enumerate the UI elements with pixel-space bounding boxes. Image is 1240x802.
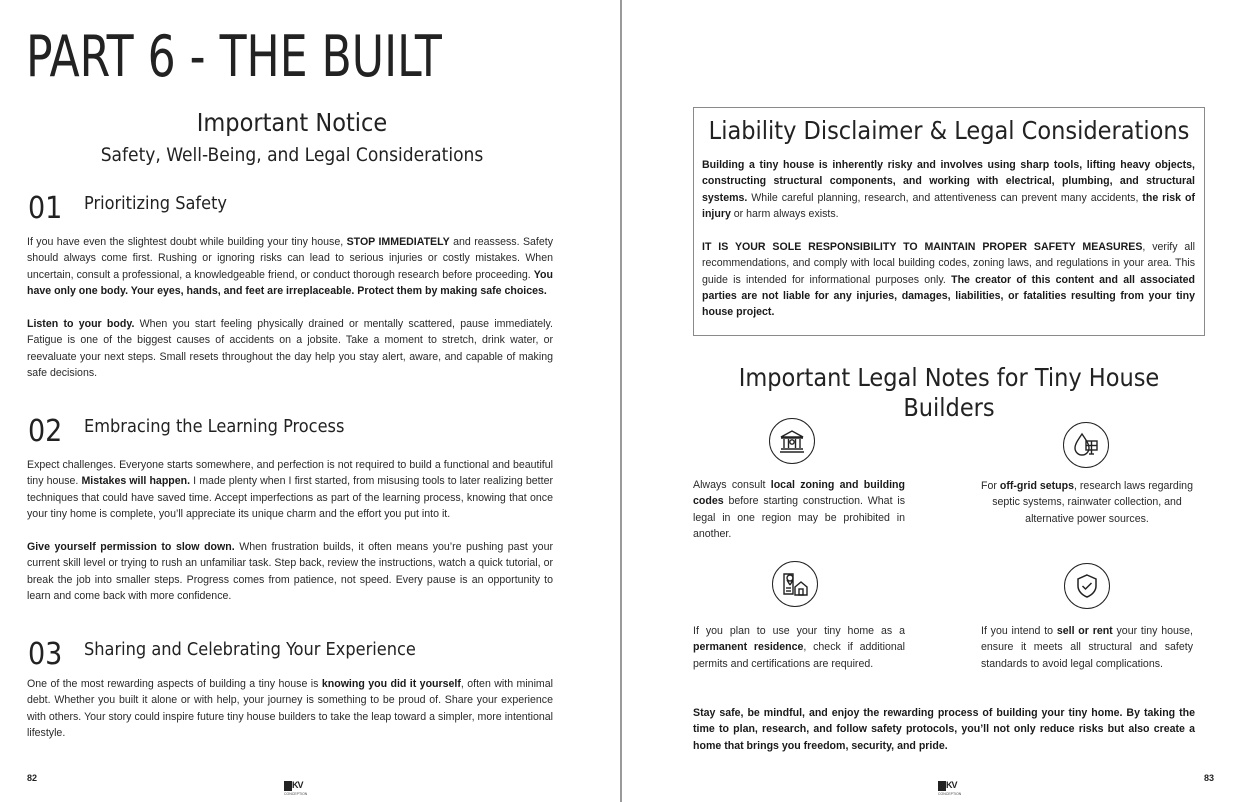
- legal-note: For off-grid setups, research laws regarding septic systems, rainwater collection, and alternative power sources.: [981, 480, 1193, 525]
- section-paragraph: Expect challenges. Everyone starts somewhere, and perfection is not required to build a functional and beautiful tiny house. Mistakes will happen. I made plenty when I first started, from misusing tools to later realizing better techniques that could have saved time. Accept imperfections as part of the learning process, knowing that once your tiny home is complete, you’ll appreciate its unique charm and the effort you put into it.: [27, 459, 553, 520]
- page-number: 83: [1204, 773, 1215, 783]
- notice-title: Important Notice: [196, 108, 388, 137]
- section-number: 02: [28, 414, 63, 449]
- location-house-icon: [772, 561, 818, 607]
- shield-check-icon: [1064, 563, 1110, 609]
- page-number: 82: [27, 773, 38, 783]
- disclaimer-box: [693, 107, 1205, 336]
- section-title: Embracing the Learning Process: [84, 416, 345, 437]
- courthouse-icon: [769, 418, 815, 464]
- part-title: PART 6 - THE BUILT: [26, 24, 442, 90]
- section-number: 03: [28, 637, 63, 672]
- legal-note: If you intend to sell or rent your tiny house, ensure it meets all structural and safety standards to avoid legal complications.: [981, 625, 1193, 670]
- section-paragraph: Give yourself permission to slow down. When frustration builds, it often means you’re pushing past your current skill level or trying to rush an unfamiliar task. Step back, review the instructions, watch a quick tutorial, or break the job into smaller steps. Progress comes from patience, not speed. Every pause is an opportunity to learn and come back with more confidence.: [27, 541, 553, 602]
- disclaimer-paragraph: Building a tiny house is inherently risky and involves using sharp tools, lifting heavy objects, constructing structural components, and working with electrical, plumbing, and structural systems. While careful planning, research, and attentiveness can prevent many accidents, the risk of injury or harm always exists.: [702, 159, 1195, 220]
- section-number: 01: [28, 191, 63, 226]
- water-solar-icon: [1063, 422, 1109, 468]
- section-paragraph: One of the most rewarding aspects of building a tiny house is knowing you did it yourself, often with minimal debt. Whether you built it alone or with help, your journey is something to be proud of. Share your experience with others. Your story could inspire future tiny house builders to take the leap toward a simpler, more intentional lifestyle.: [27, 678, 554, 739]
- legal-notes-title: Important Legal Notes for Tiny House Builders: [738, 363, 1160, 422]
- legal-note: Always consult local zoning and building codes before starting construction. What is legal in one region may be prohibited in another.: [693, 479, 905, 540]
- section-title: Prioritizing Safety: [84, 193, 227, 214]
- legal-note: If you plan to use your tiny home as a permanent residence, check if additional permits and certifications are required.: [693, 625, 905, 670]
- section-title: Sharing and Celebrating Your Experience: [84, 639, 416, 660]
- section-paragraph: Listen to your body. When you start feeling physically drained or mentally scattered, pause immediately. Fatigue is one of the biggest causes of accidents on a jobsite. Take a moment to stretch, drink water, or reevaluate your next steps. Small resets throughout the day help you stay alert, aware, and capable of making safe decisions.: [27, 318, 553, 379]
- kv-logo: KV CONCEPTION: [284, 780, 308, 796]
- disclaimer-title: Liability Disclaimer & Legal Considerations: [708, 116, 1190, 145]
- disclaimer-paragraph: IT IS YOUR SOLE RESPONSIBILITY TO MAINTAIN PROPER SAFETY MEASURES, verify all recommendations, and comply with local building codes, zoning laws, and regulations in your area. This guide is intended for informational purposes only. The creator of this content and all associated parties are not liable for any injuries, damages, liabilities, or fatalities resulting from your tiny house project.: [702, 241, 1195, 319]
- kv-logo: KV CONCEPTION: [938, 780, 962, 796]
- section-paragraph: If you have even the slightest doubt while building your tiny house, STOP IMMEDIATELY and reassess. Safety should always come first. Rushing or ignoring risks can lead to serious injuries or costly mistakes. When uncertain, consult a professional, a knowledgeable friend, or conduct thorough research before proceeding. You have only one body. Your eyes, hands, and feet are irreplaceable. Protect them by making safe choices.: [27, 236, 553, 297]
- page-divider: [620, 0, 622, 802]
- notice-subtitle: Safety, Well-Being, and Legal Considerations: [100, 144, 484, 166]
- closing-paragraph: Stay safe, be mindful, and enjoy the rewarding process of building your tiny home. By taking the time to plan, research, and follow safety protocols, you’ll not only reduce risks but also create a home that brings you freedom, security, and pride.: [693, 707, 1195, 752]
